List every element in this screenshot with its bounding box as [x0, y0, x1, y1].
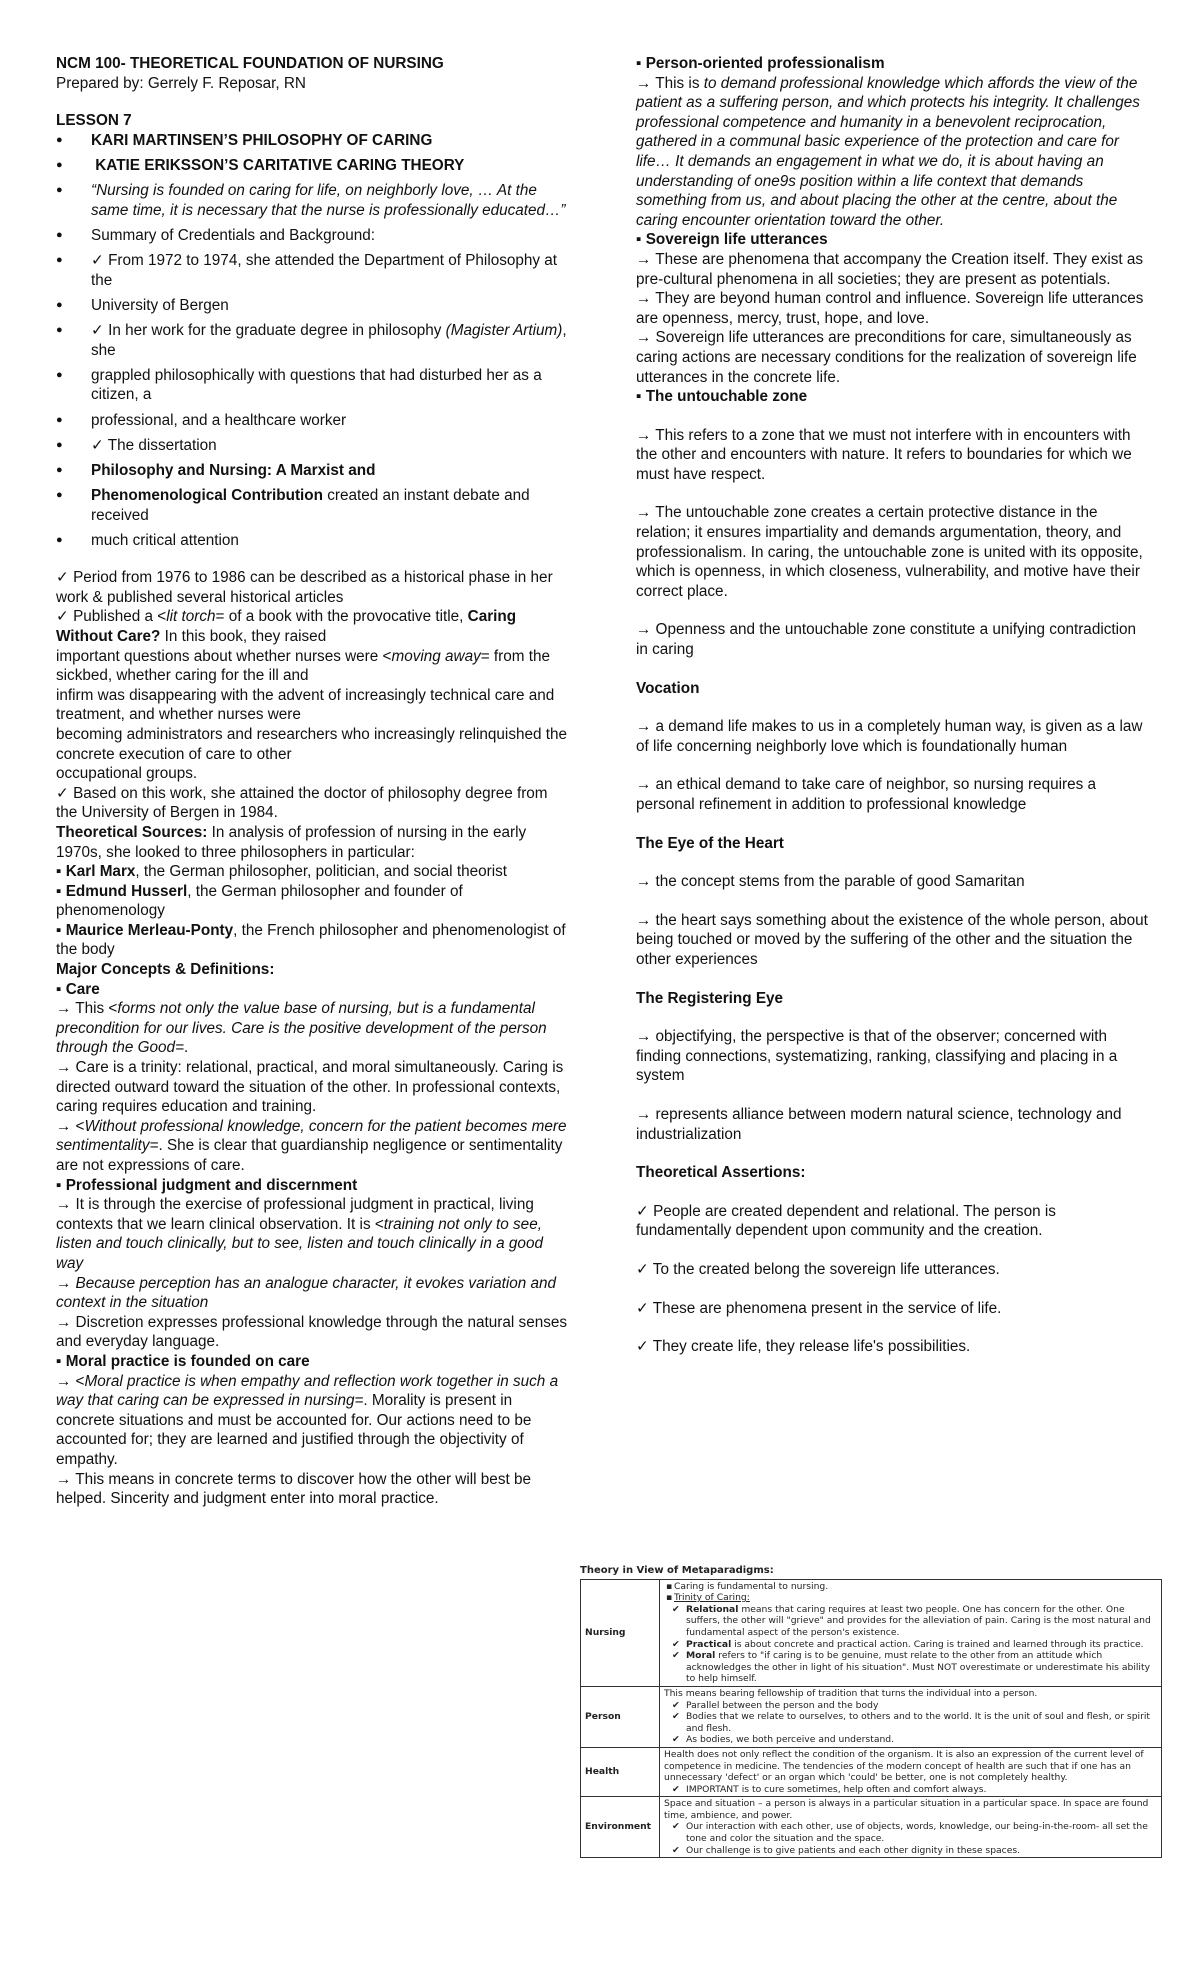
cell-line: ✔ As bodies, we both perceive and understand.: [664, 1734, 1157, 1746]
metaparadigm-table-block: [580, 1565, 1162, 1858]
text-run: Person-oriented professionalism: [645, 55, 885, 72]
list-item: [56, 156, 570, 176]
text-run: to demand professional knowledge which affords the view of the patient as a suffering person, and which protects his integrity. It challenges professional competence and humanity in a benevolent reciprocation, gathered in a communal basic experience of the protection and care for life… It demands an engagement in what we do, it is about having an understanding of one9s position within a life context that demands something from us, and about placing the other at the centre, about the caring encounter orientation toward the other.: [636, 74, 1140, 229]
text-run: → This is: [636, 74, 704, 92]
concept-text: → These are phenomena that accompany the Creation itself. They exist as pre-cultural phenomena in all societies; they are present as potentials.: [636, 250, 1144, 288]
concept-heading: ▪ Professional judgment and discernment: [56, 1176, 358, 1194]
list-item: ● ✓ From 1972 to 1974, she attended the Department of Philosophy at the: [56, 251, 570, 290]
concept-text: [56, 1117, 570, 1176]
table-row: [581, 1797, 1162, 1858]
text-run: training not only to see, listen and touch clinically, but to see, listen and touch clinically in a good way: [56, 1215, 543, 1272]
assertion: ✓ People are created dependent and relational. The person is fundamentally dependent upon community and the creation.: [636, 1202, 1056, 1240]
cell-line: ✔ IMPORTANT is to cure sometimes, help often and comfort always.: [664, 1784, 1157, 1796]
concept-heading: ▪ Person-oriented professionalism: [636, 55, 885, 72]
spacer: [56, 93, 570, 111]
prepared-by: Prepared by: Gerrely F. Reposar, RN: [56, 74, 306, 92]
metaparadigm-table: [580, 1579, 1162, 1859]
degree-name: (Magister Artium): [445, 322, 563, 340]
cell-line: [664, 1604, 1157, 1639]
text-run: The untouchable zone: [645, 388, 808, 406]
table-row: [581, 1747, 1162, 1796]
text-run: → <: [56, 1117, 85, 1135]
concept-text: → They are beyond human control and influence. Sovereign life utterances are openness, mercy, trust, hope, and love.: [636, 290, 1144, 327]
table-title: Theory in View of Metaparadigms:: [580, 1565, 774, 1576]
left-column: [56, 54, 570, 1509]
text-run: refers to "if caring is to be genuine, must relate to the other from an attitude which acknowledges the other in light of his situation". Must NOT overestimate or underestimate his ability to help himself.: [686, 1650, 1151, 1685]
concept-text: [56, 999, 570, 1058]
text-run: Sovereign life utterances: [645, 231, 828, 249]
right-column: [636, 54, 1148, 1357]
history-phd: ✓ Based on this work, she attained the doctor of philosophy degree from the University of Bergen in 1984.: [56, 784, 548, 822]
row-label-health: Health: [581, 1747, 660, 1796]
concept-heading: ▪ Care: [56, 980, 100, 998]
cell-line: [664, 1650, 1157, 1685]
concept-text: → This means in concrete terms to discover how the other will best be helped. Sincerity and judgment enter into moral practice.: [56, 1470, 531, 1508]
course-title: NCM 100- THEORETICAL FOUNDATION OF NURSING: [56, 55, 444, 72]
concept-text: → an ethical demand to take care of neighbor, so nursing requires a personal refinement in addition to professional knowledge: [636, 776, 1097, 813]
list-item: ● Summary of Credentials and Background:: [56, 226, 570, 246]
text-run: In this book, they raised: [160, 627, 327, 645]
history-question: becoming administrators and researchers who increasingly relinquished the concrete execution of care to other: [56, 725, 568, 763]
list-item: ● KARI MARTINSEN’S PHILOSOPHY OF CARING: [56, 131, 570, 151]
assertion: ✓ They create life, they release life's possibilities.: [636, 1338, 971, 1356]
text-run: . She is clear that guardianship negligence or sentimentality are not expressions of care.: [56, 1137, 563, 1174]
list-item: ● University of Bergen: [56, 296, 570, 316]
list-item: ● “Nursing is founded on caring for life, on neighborly love, … At the same time, it is necessary that the nurse is professionally educated…”: [56, 181, 570, 220]
text-run: , she: [91, 322, 567, 359]
philosopher-name: Edmund Husserl: [65, 882, 188, 900]
concept-heading: ▪ Moral practice is founded on care: [56, 1352, 310, 1370]
text-run: Without professional knowledge, concern for the patient becomes mere sentimentality=: [56, 1117, 567, 1155]
source-marx: ▪ Karl Marx, the German philosopher, politician, and social theorist: [56, 863, 507, 881]
row-label-person: Person: [581, 1686, 660, 1747]
text-run: ✓ In her work for the graduate degree in philosophy: [91, 322, 446, 340]
section-label: Theoretical Sources:: [56, 823, 208, 841]
text-run: Moral: [686, 1650, 716, 1662]
history-question: occupational groups.: [56, 765, 198, 783]
source-merleau-ponty: ▪ Maurice Merleau-Ponty, the French philosopher and phenomenologist of the body: [56, 921, 566, 959]
concept-text: → objectifying, the perspective is that of the observer; concerned with finding connections, systematizing, ranking, classifying and placing in a system: [636, 1028, 1118, 1085]
text-run: Professional judgment and discernment: [65, 1176, 358, 1194]
list-item: ● professional, and a healthcare worker: [56, 411, 570, 431]
theoretical-sources: [56, 823, 570, 862]
concept-heading: The Registering Eye: [636, 989, 784, 1007]
concept-heading: ▪ The untouchable zone: [636, 388, 808, 406]
spacer: [56, 556, 570, 568]
list-item: ● grappled philosophically with questions that had disturbed her as a citizen, a: [56, 366, 570, 405]
cell-line: ✔ Bodies that we relate to ourselves, to others and to the world. It is the unit of soul and flesh, or spirit and flesh.: [664, 1711, 1157, 1734]
concept-text: → the concept stems from the parable of good Samaritan: [636, 873, 1025, 891]
text-run: , the German philosopher and founder of phenomenology: [56, 882, 463, 920]
concept-text: → This refers to a zone that we must not interfere with in encounters with the other and encounters with nature. It refers to boundaries for which we must have respect.: [636, 426, 1132, 483]
section-heading: Theoretical Assertions:: [636, 1164, 806, 1182]
text-run: Moral practice is founded on care: [65, 1352, 310, 1370]
cell-line: Space and situation – a person is always in a particular situation in a particular space. In space are found time, ambience, and power.: [664, 1798, 1149, 1821]
table-cell: [660, 1747, 1162, 1796]
concept-heading: Vocation: [636, 679, 700, 697]
history-period: ✓ Period from 1976 to 1986 can be described as a historical phase in her work & published several historical articles: [56, 569, 553, 606]
text-run: , the German philosopher, politician, and social theorist: [135, 863, 507, 881]
text-run: Moral practice is when empathy and reflection work together in such a way that caring can be expressed in nursing=: [56, 1372, 559, 1410]
text-run: created an instant debate and received: [91, 487, 530, 524]
concept-text: → a demand life makes to us in a completely human way, is given as a law of life concerning neighborly love which is foundationally human: [636, 718, 1143, 755]
text-run: = of a book with the provocative title,: [215, 608, 468, 626]
text-run: Relational: [686, 1603, 739, 1615]
concept-text: → Sovereign life utterances are preconditions for care, simultaneously as caring actions are necessary conditions for the realization of sovereign life utterances in the concrete life.: [636, 329, 1137, 386]
table-row: [581, 1579, 1162, 1686]
cell-line: ✔ Our interaction with each other, use of objects, words, knowledge, our being-in-the-room- all set the tone and color the situation and the space.: [664, 1821, 1157, 1844]
cell-line: Health does not only reflect the condition of the organism. It is also an expression of the current level of competence in medicine. The tendencies of the modern concept of health are such that if one has an unnecessary 'defect' or an organ which 'could' be better, one is not completely healthy.: [664, 1748, 1144, 1784]
section-heading: Major Concepts & Definitions:: [56, 961, 275, 979]
row-label-environment: Environment: [581, 1797, 660, 1858]
list-item: ● much critical attention: [56, 531, 570, 551]
text-run: = from the sickbed, whether caring for the ill and: [56, 647, 551, 685]
cell-line: This means bearing fellowship of tradition that turns the individual into a person.: [664, 1687, 1038, 1699]
text-run: forms not only the value base of nursing, but is a fundamental precondition for our lives. Care is the positive development of the person through the Good=: [56, 1000, 547, 1057]
assertion: ✓ These are phenomena present in the service of life.: [636, 1299, 1002, 1317]
history-publication: [56, 607, 570, 646]
text-run: → It is through the exercise of professional judgment in practical, living contexts that we learn clinical observation. It is <: [56, 1196, 534, 1233]
text-run: is about concrete and practical action. Caring is trained and learned through its practice.: [731, 1638, 1144, 1650]
cell-line: ▪ Caring is fundamental to nursing.: [664, 1581, 1157, 1593]
concept-text: [56, 1372, 570, 1470]
text-run: important questions about whether nurses were <: [56, 647, 392, 665]
text-run: Practical: [686, 1638, 732, 1650]
concept-text: → Care is a trinity: relational, practical, and moral simultaneously. Caring is directed outward toward the situation of the other. In professional contexts, caring requires education and training.: [56, 1059, 564, 1116]
table-cell: [660, 1797, 1162, 1858]
table-cell: [660, 1686, 1162, 1747]
history-question: infirm was disappearing with the advent of increasingly technical care and treatment, and whether nurses were: [56, 686, 555, 724]
philosopher-name: Karl Marx: [65, 863, 136, 881]
theory-title: KATIE ERIKSSON’S CARITATIVE CARING THEORY: [95, 156, 465, 174]
cell-line: [664, 1639, 1157, 1651]
cell-line: ▪ Trinity of Caring:: [664, 1592, 1157, 1604]
list-item: [56, 486, 570, 525]
text-run: → This <: [56, 1000, 118, 1018]
concept-text: → Openness and the untouchable zone constitute a unifying contradiction in caring: [636, 621, 1137, 659]
source-husserl: ▪ Edmund Husserl, the German philosopher and founder of phenomenology: [56, 882, 463, 920]
concept-text: → the heart says something about the existence of the whole person, about being touched or moved by the suffering of the other and the situation the other experiences: [636, 911, 1148, 968]
lesson-title: LESSON 7: [56, 112, 132, 130]
table-cell: [660, 1579, 1162, 1686]
concept-text: → Discretion expresses professional knowledge through the natural senses and everyday language.: [56, 1313, 568, 1351]
history-question: [56, 647, 570, 686]
text-run: In analysis of profession of nursing in the early 1970s, she looked to three philosophers in particular:: [56, 823, 527, 861]
concept-heading: ▪ Sovereign life utterances: [636, 231, 828, 249]
concept-heading: The Eye of the Heart: [636, 834, 784, 852]
concept-text: → represents alliance between modern natural science, technology and industrialization: [636, 1105, 1122, 1143]
text-run: means that caring requires at least two people. One has concern for the other. One suffers, the other will "grieve" and provides for the alleviation of pain. Caring is the most natural and fundamental aspect of the person's existence.: [686, 1603, 1151, 1638]
text-run: , the French philosopher and phenomenologist of the body: [56, 921, 566, 959]
text-run: . Morality is present in concrete situations and must be accounted for. Our actions need to be accounted for; they are learned and justified through the objectivity of empathy.: [56, 1392, 532, 1468]
bullet-list: [56, 131, 570, 551]
cell-line: ✔ Our challenge is to give patients and each other dignity in these spaces.: [664, 1845, 1157, 1857]
concept-text: [636, 74, 1148, 231]
text-run: .: [184, 1039, 189, 1057]
dissertation-title: Phenomenological Contribution: [91, 487, 323, 505]
philosopher-name: Maurice Merleau-Ponty: [65, 921, 234, 939]
list-item: ● ✓ The dissertation: [56, 436, 570, 456]
concept-text: → Because perception has an analogue character, it evokes variation and context in the situation: [56, 1274, 557, 1312]
assertion: ✓ To the created belong the sovereign life utterances.: [636, 1260, 1000, 1278]
concept-text: [56, 1195, 570, 1273]
row-label-nursing: Nursing: [581, 1579, 660, 1686]
concept-text: → The untouchable zone creates a certain protective distance in the relation; it ensures impartiality and demands argumentation, theory, and professionalism. In caring, the untouchable zone is united with its opposite, which is openness, in which closeness, vulnerability, and motive have their correct place.: [636, 504, 1143, 600]
list-item: ● Philosophy and Nursing: A Marxist and: [56, 461, 570, 481]
list-item: [56, 321, 570, 360]
cell-line: ✔ Parallel between the person and the body: [664, 1700, 1157, 1712]
text-run: → <: [56, 1372, 85, 1390]
text-run: moving away: [391, 647, 481, 665]
text-run: Care: [65, 980, 100, 998]
table-row: [581, 1686, 1162, 1747]
text-run: lit torch: [166, 608, 216, 626]
book-title: Caring Without Care?: [56, 608, 517, 645]
text-run: ✓ Published a <: [56, 608, 167, 626]
